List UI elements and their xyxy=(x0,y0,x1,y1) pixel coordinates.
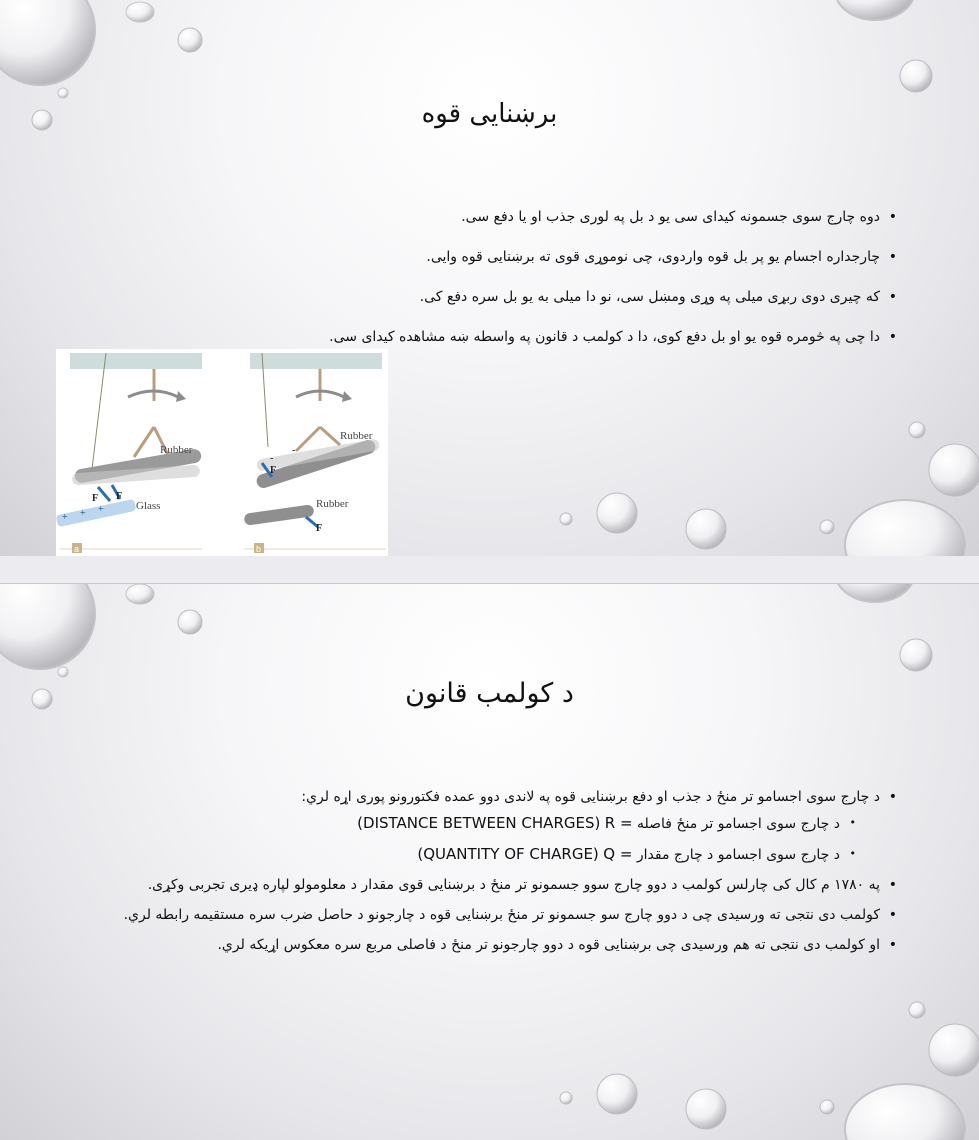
svg-text:+: + xyxy=(80,508,86,519)
svg-text:F: F xyxy=(92,493,99,504)
svg-text:b: b xyxy=(256,544,262,554)
bullet-list xyxy=(80,784,900,962)
charged-rods-figure xyxy=(56,349,388,556)
bullet-item: • او کولمب دی نتجی ته هم ورسیدی چی برښنایی قوه د دوو چارجونو تر منځ د فاصلی مربع سره معکوس اړیکه لري. xyxy=(80,932,900,958)
slide-title: برښنایی قوه xyxy=(421,99,558,129)
ceiling-bar xyxy=(250,353,382,369)
charge-sign: + xyxy=(62,512,68,523)
bullet-item: • چارجداره اجسام یو پر بل قوه واردوی، چی نوموړی قوی ته برښنایی قوه وایی. xyxy=(340,244,900,270)
svg-text:-: - xyxy=(292,445,296,456)
english-text: (DISTANCE BETWEEN CHARGES) xyxy=(357,814,601,832)
slide-title: د کولمب قانون xyxy=(405,678,574,709)
bullet-item: • کولمب دی نتجی ته ورسیدی چی د دوو چارج سو جسمونو تر منځ برښنایی قوه د چارجونو د حاصل ضرب سره مستقیمه رابطه لري. xyxy=(80,902,900,928)
sub-bullet-list xyxy=(80,810,880,868)
english-text: (QUANTITY OF CHARGE) xyxy=(417,845,599,863)
bullet-item: • په ۱۷۸۰ م کال کی چارلس کولمب د دوو چارج سوو جسمونو تر منځ د برښنایی قوی مقدار د معلومولو لپاره ډیری تجربی وکړی. xyxy=(80,872,900,898)
rubber-label: Rubber xyxy=(160,444,193,456)
rubber-rod xyxy=(244,504,315,526)
svg-text:-: - xyxy=(270,453,274,464)
force-arrow-icon xyxy=(98,487,110,501)
glass-label: Glass xyxy=(136,500,161,512)
bullet-item: • د چارج سوی اجسامو تر منځ د جذب او دفع برښنایی قوه په لاندی دوو عمده فکتورونو پوری اړه لري: • د چارج سوی اجسامو تر منځ فاصله R = (DISTANCE BETWEEN CHARGES) • د چارج سوی اجسامو د چارج مقدار Q = (QUANTITY OF CHARGE) xyxy=(80,784,900,868)
formula-text: R = xyxy=(604,814,633,832)
figure-panel-b xyxy=(244,353,386,554)
ceiling-bar xyxy=(70,353,202,369)
bullet-list xyxy=(329,204,900,364)
svg-text:a: a xyxy=(74,544,80,554)
bullet-item: • که چیری دوی ربړی میلی په وړی ومښل سی، نو دا میلی به یو بل سره دفع کی. xyxy=(340,284,900,310)
sub-bullet-item: • د چارج سوی اجسامو د چارج مقدار Q = (QUANTITY OF CHARGE) xyxy=(80,841,880,868)
svg-text:F: F xyxy=(116,491,123,502)
slide-gap xyxy=(0,556,979,583)
figure-panel-a xyxy=(56,353,202,554)
slide-coulomb-law xyxy=(0,583,979,1140)
svg-text:Rubber: Rubber xyxy=(340,430,373,442)
formula-text: Q = xyxy=(603,845,633,863)
svg-text:F: F xyxy=(270,465,277,476)
svg-text:+: + xyxy=(98,504,104,515)
svg-text:Rubber: Rubber xyxy=(316,498,349,510)
sub-bullet-item: • د چارج سوی اجسامو تر منځ فاصله R = (DISTANCE BETWEEN CHARGES) xyxy=(80,810,880,837)
bullet-item: • دا چی په څومره قوه یو او بل دفع کوی، دا د کولمب د قانون په واسطه ښه مشاهده کیدای سی. xyxy=(340,324,900,350)
bullet-item: • دوه چارج سوی جسمونه کیدای سی یو د بل په لوری جذب او یا دفع سی. xyxy=(340,204,900,230)
slide-electric-force xyxy=(0,0,979,557)
svg-text:F: F xyxy=(316,523,323,534)
